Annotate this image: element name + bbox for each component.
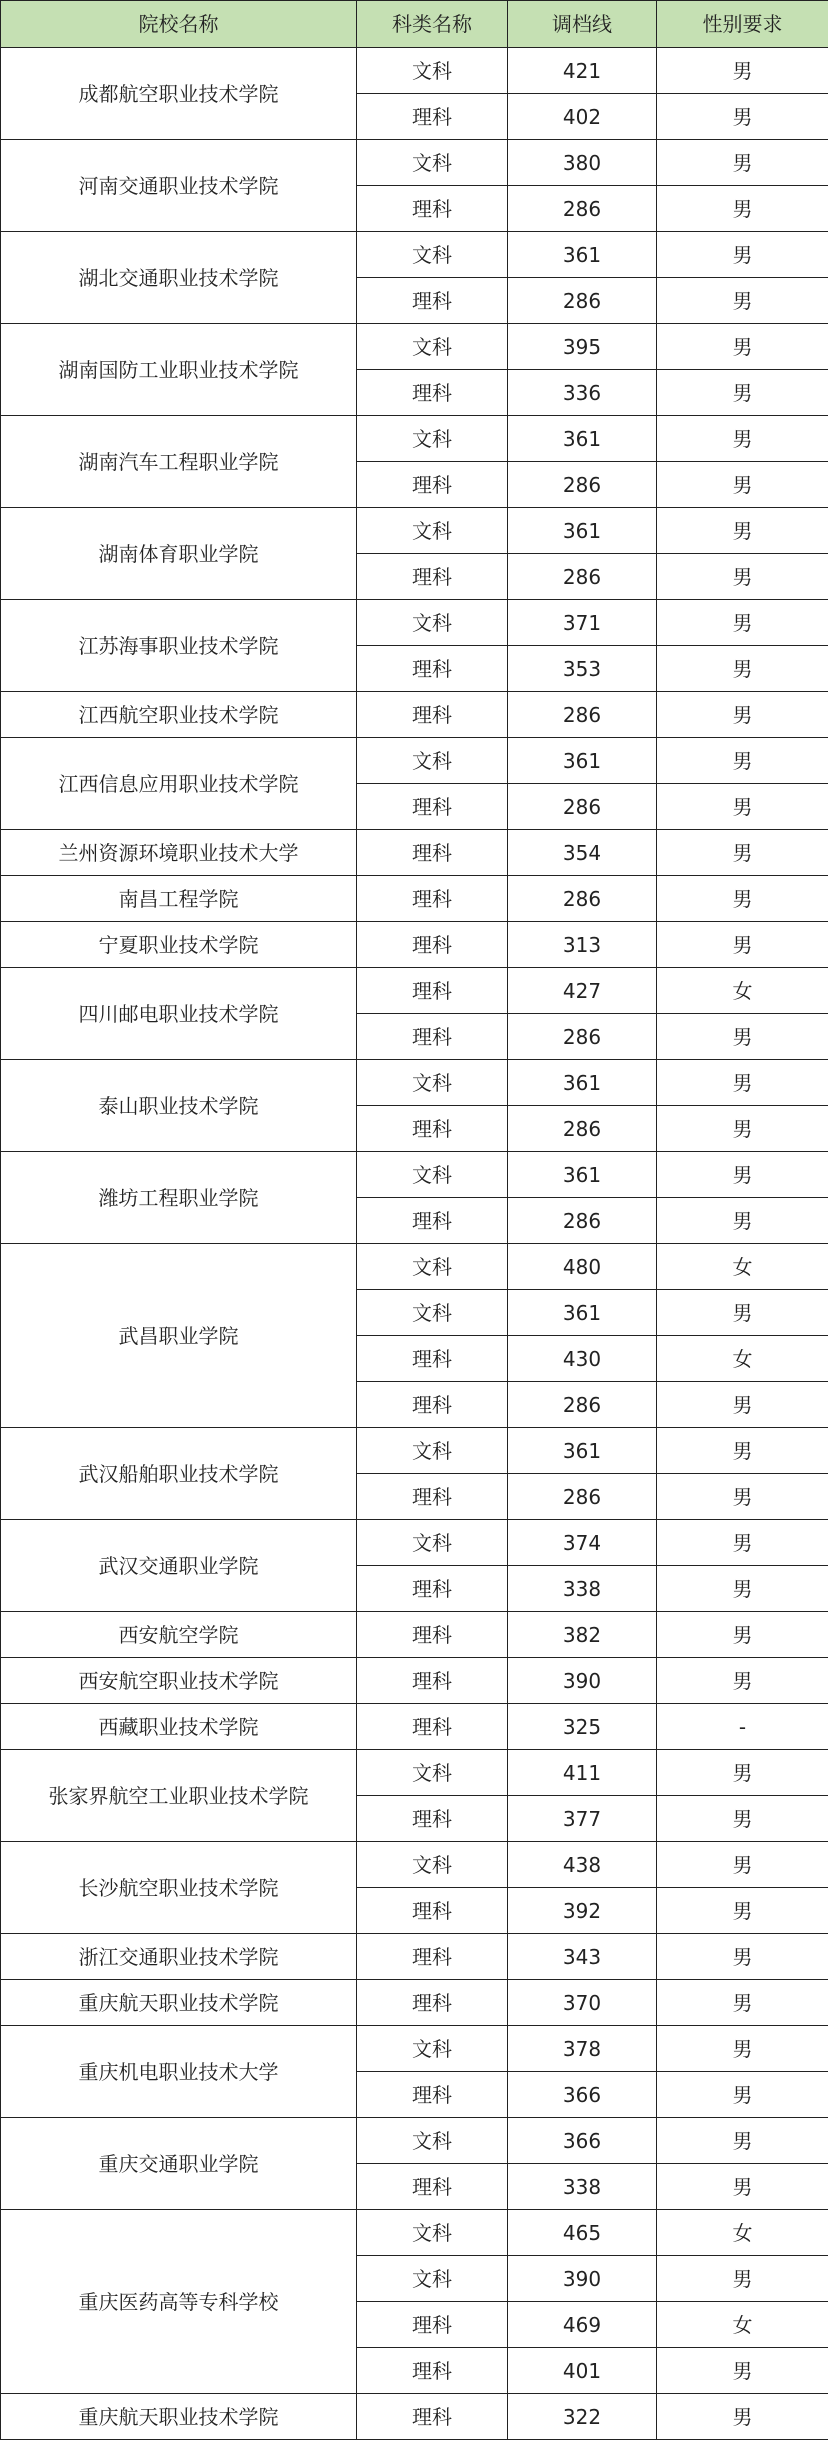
gender-requirement-cell: 男 (657, 646, 828, 692)
table-row (1, 1428, 828, 1474)
subject-type-cell: 理科 (357, 1980, 508, 2026)
subject-type-cell: 文科 (357, 1152, 508, 1198)
gender-requirement-cell: 男 (657, 140, 828, 186)
admission-score-cell: 361 (508, 232, 657, 278)
admission-score-cell: 361 (508, 416, 657, 462)
admission-score-cell: 370 (508, 1980, 657, 2026)
gender-requirement-cell: 男 (657, 1934, 828, 1980)
admission-score-cell: 380 (508, 140, 657, 186)
subject-type-cell: 理科 (357, 830, 508, 876)
gender-requirement-cell: 男 (657, 1290, 828, 1336)
gender-requirement-cell: 男 (657, 462, 828, 508)
school-name-cell: 江西信息应用职业技术学院 (1, 738, 357, 830)
gender-requirement-cell: 男 (657, 1658, 828, 1704)
table-row (1, 922, 828, 968)
subject-type-cell: 理科 (357, 1566, 508, 1612)
admission-score-cell: 336 (508, 370, 657, 416)
subject-type-cell: 文科 (357, 1750, 508, 1796)
subject-type-cell: 理科 (357, 462, 508, 508)
gender-requirement-cell: 男 (657, 692, 828, 738)
table-row (1, 1934, 828, 1980)
school-name-cell: 张家界航空工业职业技术学院 (1, 1750, 357, 1842)
subject-type-cell: 理科 (357, 370, 508, 416)
subject-type-cell: 文科 (357, 1290, 508, 1336)
subject-type-cell: 文科 (357, 2026, 508, 2072)
table-row (1, 1060, 828, 1106)
subject-type-cell: 理科 (357, 1474, 508, 1520)
table-row (1, 830, 828, 876)
admission-score-cell: 286 (508, 692, 657, 738)
gender-requirement-cell: 男 (657, 508, 828, 554)
subject-type-cell: 文科 (357, 1520, 508, 1566)
admission-score-cell: 421 (508, 48, 657, 94)
subject-type-cell: 文科 (357, 1060, 508, 1106)
admission-score-cell: 353 (508, 646, 657, 692)
header-subject-type: 科类名称 (357, 1, 508, 48)
table-row (1, 508, 828, 554)
subject-type-cell: 文科 (357, 1428, 508, 1474)
school-name-cell: 成都航空职业技术学院 (1, 48, 357, 140)
gender-requirement-cell: 男 (657, 2118, 828, 2164)
gender-requirement-cell: 男 (657, 1980, 828, 2026)
admission-score-cell: 392 (508, 1888, 657, 1934)
school-name-cell: 泰山职业技术学院 (1, 1060, 357, 1152)
subject-type-cell: 理科 (357, 2394, 508, 2440)
school-name-cell: 重庆航天职业技术学院 (1, 2394, 357, 2440)
subject-type-cell: 理科 (357, 692, 508, 738)
gender-requirement-cell: 女 (657, 968, 828, 1014)
admission-score-cell: 322 (508, 2394, 657, 2440)
gender-requirement-cell: 男 (657, 1612, 828, 1658)
admission-score-cell: 354 (508, 830, 657, 876)
table-row (1, 692, 828, 738)
admission-score-cell: 371 (508, 600, 657, 646)
subject-type-cell: 文科 (357, 48, 508, 94)
admission-score-cell: 402 (508, 94, 657, 140)
header-school-name: 院校名称 (1, 1, 357, 48)
admission-score-cell: 286 (508, 876, 657, 922)
admission-score-cell: 325 (508, 1704, 657, 1750)
admission-score-cell: 361 (508, 1152, 657, 1198)
table-row (1, 1612, 828, 1658)
admission-score-cell: 361 (508, 1290, 657, 1336)
admission-score-cell: 395 (508, 324, 657, 370)
school-name-cell: 江西航空职业技术学院 (1, 692, 357, 738)
admission-score-cell: 338 (508, 2164, 657, 2210)
table-row (1, 876, 828, 922)
admission-score-cell: 286 (508, 1198, 657, 1244)
subject-type-cell: 理科 (357, 1612, 508, 1658)
subject-type-cell: 理科 (357, 2302, 508, 2348)
school-name-cell: 西安航空职业技术学院 (1, 1658, 357, 1704)
subject-type-cell: 理科 (357, 2072, 508, 2118)
gender-requirement-cell: 男 (657, 1888, 828, 1934)
gender-requirement-cell: 男 (657, 416, 828, 462)
school-name-cell: 潍坊工程职业学院 (1, 1152, 357, 1244)
admission-score-cell: 286 (508, 1382, 657, 1428)
admission-score-cell: 286 (508, 1014, 657, 1060)
admission-score-cell: 338 (508, 1566, 657, 1612)
admission-score-cell: 366 (508, 2118, 657, 2164)
table-row (1, 600, 828, 646)
subject-type-cell: 文科 (357, 140, 508, 186)
table-row (1, 232, 828, 278)
gender-requirement-cell: 男 (657, 2164, 828, 2210)
gender-requirement-cell: 男 (657, 2026, 828, 2072)
gender-requirement-cell: 男 (657, 1474, 828, 1520)
subject-type-cell: 文科 (357, 324, 508, 370)
subject-type-cell: 理科 (357, 876, 508, 922)
gender-requirement-cell: 男 (657, 2394, 828, 2440)
admission-score-cell: 286 (508, 278, 657, 324)
admission-score-cell: 438 (508, 1842, 657, 1888)
subject-type-cell: 理科 (357, 1106, 508, 1152)
gender-requirement-cell: 男 (657, 1106, 828, 1152)
school-name-cell: 重庆交通职业学院 (1, 2118, 357, 2210)
gender-requirement-cell: 男 (657, 830, 828, 876)
admission-score-cell: 361 (508, 738, 657, 784)
gender-requirement-cell: 女 (657, 2210, 828, 2256)
subject-type-cell: 理科 (357, 1382, 508, 1428)
admission-score-cell: 286 (508, 186, 657, 232)
table-row (1, 1152, 828, 1198)
subject-type-cell: 理科 (357, 278, 508, 324)
gender-requirement-cell: 男 (657, 922, 828, 968)
gender-requirement-cell: - (657, 1704, 828, 1750)
header-gender-requirement: 性别要求 (657, 1, 828, 48)
admission-score-cell: 286 (508, 1106, 657, 1152)
subject-type-cell: 理科 (357, 1658, 508, 1704)
gender-requirement-cell: 女 (657, 1244, 828, 1290)
gender-requirement-cell: 男 (657, 784, 828, 830)
subject-type-cell: 理科 (357, 1934, 508, 1980)
admission-score-cell: 382 (508, 1612, 657, 1658)
table-row (1, 1980, 828, 2026)
subject-type-cell: 文科 (357, 738, 508, 784)
subject-type-cell: 理科 (357, 1796, 508, 1842)
subject-type-cell: 理科 (357, 94, 508, 140)
gender-requirement-cell: 男 (657, 1014, 828, 1060)
school-name-cell: 武汉船舶职业技术学院 (1, 1428, 357, 1520)
gender-requirement-cell: 男 (657, 370, 828, 416)
subject-type-cell: 文科 (357, 1842, 508, 1888)
subject-type-cell: 文科 (357, 2118, 508, 2164)
gender-requirement-cell: 男 (657, 1566, 828, 1612)
subject-type-cell: 文科 (357, 600, 508, 646)
admission-score-cell: 361 (508, 508, 657, 554)
admission-score-cell: 430 (508, 1336, 657, 1382)
subject-type-cell: 文科 (357, 2210, 508, 2256)
admission-score-cell: 377 (508, 1796, 657, 1842)
school-name-cell: 武汉交通职业学院 (1, 1520, 357, 1612)
gender-requirement-cell: 男 (657, 94, 828, 140)
admission-score-cell: 374 (508, 1520, 657, 1566)
table-row (1, 1842, 828, 1888)
school-name-cell: 南昌工程学院 (1, 876, 357, 922)
school-name-cell: 湖南汽车工程职业学院 (1, 416, 357, 508)
school-name-cell: 重庆机电职业技术大学 (1, 2026, 357, 2118)
subject-type-cell: 文科 (357, 508, 508, 554)
table-row (1, 1520, 828, 1566)
gender-requirement-cell: 男 (657, 1842, 828, 1888)
gender-requirement-cell: 女 (657, 2302, 828, 2348)
gender-requirement-cell: 男 (657, 1060, 828, 1106)
table-body (1, 48, 828, 2440)
subject-type-cell: 理科 (357, 646, 508, 692)
school-name-cell: 宁夏职业技术学院 (1, 922, 357, 968)
school-name-cell: 浙江交通职业技术学院 (1, 1934, 357, 1980)
gender-requirement-cell: 男 (657, 1520, 828, 1566)
subject-type-cell: 理科 (357, 2164, 508, 2210)
table-row (1, 968, 828, 1014)
gender-requirement-cell: 男 (657, 1428, 828, 1474)
subject-type-cell: 理科 (357, 968, 508, 1014)
admission-score-cell: 361 (508, 1428, 657, 1474)
table-row (1, 1244, 828, 1290)
school-name-cell: 湖北交通职业技术学院 (1, 232, 357, 324)
subject-type-cell: 理科 (357, 1704, 508, 1750)
admission-score-cell: 286 (508, 462, 657, 508)
admission-score-cell: 286 (508, 784, 657, 830)
table-row (1, 1658, 828, 1704)
admission-score-cell: 313 (508, 922, 657, 968)
gender-requirement-cell: 男 (657, 232, 828, 278)
school-name-cell: 河南交通职业技术学院 (1, 140, 357, 232)
admission-score-cell: 366 (508, 2072, 657, 2118)
gender-requirement-cell: 男 (657, 2256, 828, 2302)
subject-type-cell: 理科 (357, 1336, 508, 1382)
table-row (1, 140, 828, 186)
admission-score-cell: 401 (508, 2348, 657, 2394)
subject-type-cell: 文科 (357, 1244, 508, 1290)
table-row (1, 2210, 828, 2256)
table-row (1, 416, 828, 462)
subject-type-cell: 理科 (357, 554, 508, 600)
table-row (1, 2118, 828, 2164)
gender-requirement-cell: 男 (657, 1152, 828, 1198)
subject-type-cell: 文科 (357, 232, 508, 278)
school-name-cell: 西安航空学院 (1, 1612, 357, 1658)
gender-requirement-cell: 男 (657, 1198, 828, 1244)
admission-score-cell: 480 (508, 1244, 657, 1290)
table-row (1, 48, 828, 94)
table-row (1, 738, 828, 784)
school-name-cell: 武昌职业学院 (1, 1244, 357, 1428)
gender-requirement-cell: 女 (657, 1336, 828, 1382)
school-name-cell: 江苏海事职业技术学院 (1, 600, 357, 692)
table-row (1, 2026, 828, 2072)
school-name-cell: 重庆航天职业技术学院 (1, 1980, 357, 2026)
admission-score-cell: 286 (508, 554, 657, 600)
gender-requirement-cell: 男 (657, 1796, 828, 1842)
subject-type-cell: 理科 (357, 186, 508, 232)
subject-type-cell: 文科 (357, 2256, 508, 2302)
table-row (1, 2394, 828, 2440)
subject-type-cell: 理科 (357, 784, 508, 830)
school-name-cell: 湖南体育职业学院 (1, 508, 357, 600)
gender-requirement-cell: 男 (657, 324, 828, 370)
header-row (1, 1, 828, 48)
gender-requirement-cell: 男 (657, 554, 828, 600)
gender-requirement-cell: 男 (657, 186, 828, 232)
school-name-cell: 湖南国防工业职业技术学院 (1, 324, 357, 416)
admission-score-cell: 390 (508, 1658, 657, 1704)
subject-type-cell: 理科 (357, 2348, 508, 2394)
school-name-cell: 西藏职业技术学院 (1, 1704, 357, 1750)
school-name-cell: 长沙航空职业技术学院 (1, 1842, 357, 1934)
admission-score-cell: 411 (508, 1750, 657, 1796)
gender-requirement-cell: 男 (657, 278, 828, 324)
gender-requirement-cell: 男 (657, 876, 828, 922)
admission-score-cell: 390 (508, 2256, 657, 2302)
subject-type-cell: 理科 (357, 1198, 508, 1244)
admission-score-cell: 343 (508, 1934, 657, 1980)
gender-requirement-cell: 男 (657, 738, 828, 784)
admission-score-cell: 286 (508, 1474, 657, 1520)
subject-type-cell: 理科 (357, 1014, 508, 1060)
gender-requirement-cell: 男 (657, 1750, 828, 1796)
table-row (1, 324, 828, 370)
gender-requirement-cell: 男 (657, 2348, 828, 2394)
admission-score-cell: 465 (508, 2210, 657, 2256)
school-name-cell: 四川邮电职业技术学院 (1, 968, 357, 1060)
gender-requirement-cell: 男 (657, 48, 828, 94)
header-admission-score: 调档线 (508, 1, 657, 48)
admission-score-cell: 361 (508, 1060, 657, 1106)
table-row (1, 1704, 828, 1750)
table-row (1, 1750, 828, 1796)
subject-type-cell: 理科 (357, 1888, 508, 1934)
admission-score-cell: 378 (508, 2026, 657, 2072)
gender-requirement-cell: 男 (657, 2072, 828, 2118)
school-name-cell: 兰州资源环境职业技术大学 (1, 830, 357, 876)
gender-requirement-cell: 男 (657, 1382, 828, 1428)
subject-type-cell: 文科 (357, 416, 508, 462)
subject-type-cell: 理科 (357, 922, 508, 968)
gender-requirement-cell: 男 (657, 600, 828, 646)
admission-score-cell: 427 (508, 968, 657, 1014)
school-name-cell: 重庆医药高等专科学校 (1, 2210, 357, 2394)
admission-score-cell: 469 (508, 2302, 657, 2348)
